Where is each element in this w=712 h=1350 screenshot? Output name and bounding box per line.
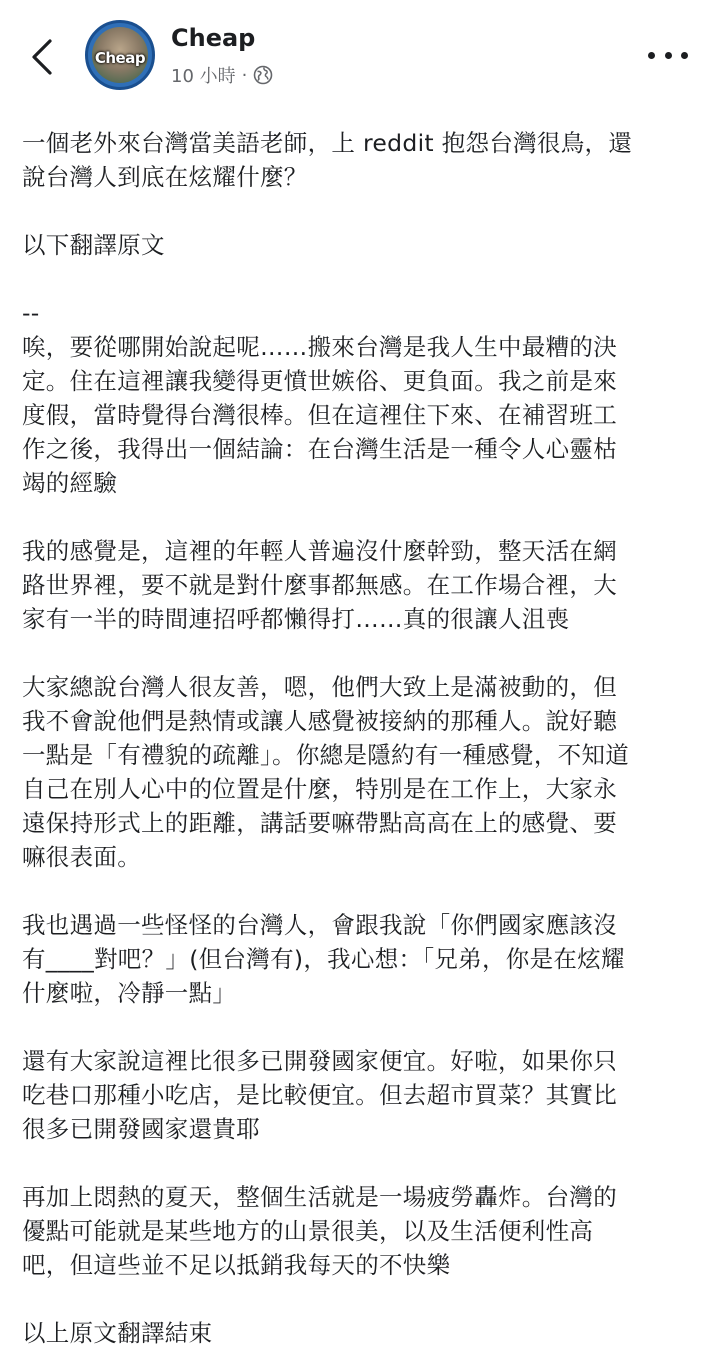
post-line: 自己在別人心中的位置是什麼，特別是在工作上，大家永 xyxy=(22,775,617,803)
paragraph-gap xyxy=(22,262,694,296)
author-name[interactable]: Cheap xyxy=(171,24,256,52)
post-line: 再加上悶熱的夏天，整個生活就是一場疲勞轟炸。台灣的 xyxy=(22,1183,617,1211)
more-dot xyxy=(681,52,688,59)
paragraph-gap xyxy=(22,1010,694,1044)
post-line: 很多已開發國家還貴耶 xyxy=(22,1115,260,1143)
post-line: 以下翻譯原文 xyxy=(22,231,165,259)
post-line: 路世界裡，要不就是對什麼事都無感。在工作場合裡，大 xyxy=(22,571,617,599)
post-line: 吧，但這些並不足以抵銷我每天的不快樂 xyxy=(22,1251,451,1279)
paragraph-gap xyxy=(22,194,694,228)
paragraph-gap xyxy=(22,500,694,534)
paragraph-gap xyxy=(22,874,694,908)
avatar[interactable] xyxy=(85,20,155,90)
post-line: 家有一半的時間連招呼都懶得打……真的很讓人沮喪 xyxy=(22,605,570,633)
post-line: 吃巷口那種小吃店，是比較便宜。但去超市買菜？其實比 xyxy=(22,1081,617,1109)
globe-icon[interactable] xyxy=(253,65,273,85)
post-line: 遠保持形式上的距離，講話要嘛帶點高高在上的感覺、要 xyxy=(22,809,617,837)
post-line: 度假，當時覺得台灣很棒。但在這裡住下來、在補習班工 xyxy=(22,401,617,429)
post-paragraph xyxy=(22,228,694,262)
post-line: 說台灣人到底在炫耀什麼？ xyxy=(22,163,308,191)
post-header xyxy=(0,0,712,100)
paragraph-gap xyxy=(22,1282,694,1316)
post-line: 我不會說他們是熱情或讓人感覺被接納的那種人。說好聽 xyxy=(22,707,617,735)
post-line: 定。住在這裡讓我變得更憤世嫉俗、更負面。我之前是來 xyxy=(22,367,617,395)
post-line: 有____對吧？」(但台灣有)，我心想：「兄弟，你是在炫耀 xyxy=(22,945,625,973)
post-paragraph xyxy=(22,1044,694,1146)
post-paragraph xyxy=(22,670,694,874)
post-line: 一個老外來台灣當美語老師，上 reddit 抱怨台灣很鳥，還 xyxy=(22,129,633,157)
more-horizontal-icon xyxy=(648,52,655,59)
post-line: 我也遇過一些怪怪的台灣人，會跟我說「你們國家應該沒 xyxy=(22,911,617,939)
post-line: 大家總說台灣人很友善，嗯，他們大致上是滿被動的，但 xyxy=(22,673,617,701)
post-paragraph xyxy=(22,296,694,500)
post-line: 還有大家說這裡比很多已開發國家便宜。好啦，如果你只 xyxy=(22,1047,617,1075)
post-line: 什麼啦，冷靜一點」 xyxy=(22,979,237,1007)
post-line: 唉，要從哪開始說起呢……搬來台灣是我人生中最糟的決 xyxy=(22,333,617,361)
back-button[interactable] xyxy=(22,30,62,84)
post-line: 以上原文翻譯結束 xyxy=(22,1319,213,1347)
more-options-button[interactable] xyxy=(648,40,688,70)
paragraph-gap xyxy=(22,1146,694,1180)
post-time[interactable]: 10 小時 xyxy=(171,66,236,87)
post-meta xyxy=(171,62,273,88)
post-line: 嘛很表面。 xyxy=(22,843,141,871)
post-line: -- xyxy=(22,299,40,327)
avatar-label: Cheap xyxy=(94,49,146,67)
post-paragraph xyxy=(22,908,694,1010)
post-line: 竭的經驗 xyxy=(22,469,118,497)
post-line: 優點可能就是某些地方的山景很美，以及生活便利性高 xyxy=(22,1217,594,1245)
post-line: 一點是「有禮貌的疏離」。你總是隱約有一種感覺，不知道 xyxy=(22,741,630,769)
post-paragraph xyxy=(22,1180,694,1282)
post-paragraph xyxy=(22,1316,694,1350)
post-paragraph xyxy=(22,534,694,636)
post-paragraph xyxy=(22,126,694,194)
post-text xyxy=(22,126,694,1350)
paragraph-gap xyxy=(22,636,694,670)
post-line: 我的感覺是，這裡的年輕人普遍沒什麼幹勁，整天活在網 xyxy=(22,537,617,565)
post-line: 作之後，我得出一個結論：在台灣生活是一種令人心靈枯 xyxy=(22,435,617,463)
chevron-left-icon xyxy=(31,38,53,76)
meta-separator: · xyxy=(241,64,248,86)
more-dot xyxy=(665,52,672,59)
